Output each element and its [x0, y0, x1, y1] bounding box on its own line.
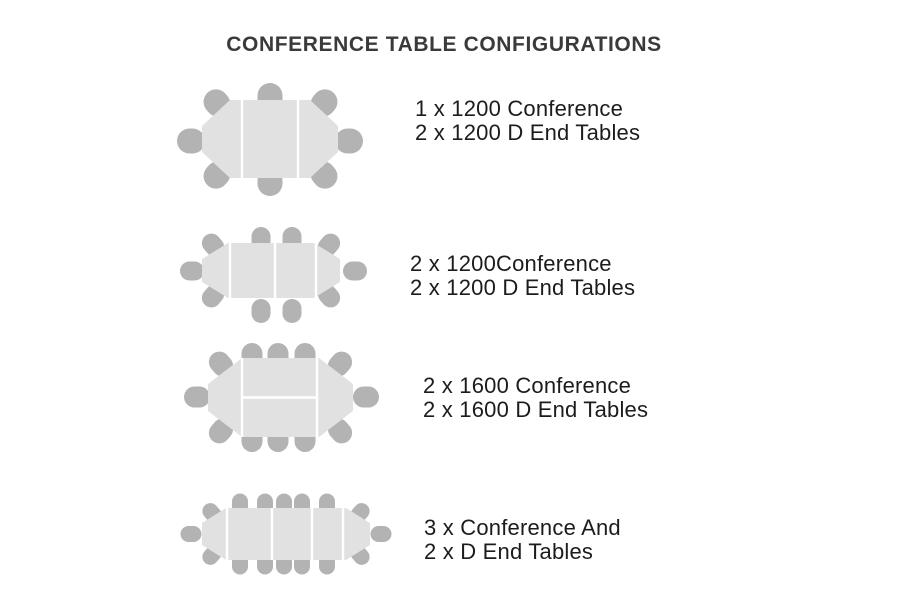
chair-icon [252, 299, 271, 323]
config-label-3 [423, 374, 648, 422]
table-diagram-2x1600-conference [175, 340, 390, 458]
chair-icon [181, 526, 202, 542]
config-label-4-line1: 3 x Conference And [424, 515, 621, 540]
chair-icon [353, 387, 379, 408]
chair-icon [335, 129, 363, 154]
config-label-4 [424, 516, 621, 564]
config-label-1-line1: 1 x 1200 Conference [415, 96, 624, 121]
table-diagram-3x-conference [175, 490, 400, 590]
chair-icon [184, 387, 210, 408]
config-label-2-line1: 2 x 1200Conference [410, 251, 612, 276]
chair-icon [283, 299, 302, 323]
chair-icon [371, 526, 392, 542]
table-top [202, 100, 338, 178]
table-top [202, 243, 340, 298]
config-label-3-line1: 2 x 1600 Conference [423, 373, 632, 398]
config-label-1 [415, 97, 640, 145]
table-diagram-1x1200-conference [175, 80, 375, 200]
table-diagram-2x1200-conference [175, 225, 375, 330]
page-title: CONFERENCE TABLE CONFIGURATIONS [226, 33, 662, 56]
chair-icon [343, 262, 367, 281]
config-label-2-line2: 2 x 1200 D End Tables [410, 275, 636, 300]
config-label-4-line2: 2 x D End Tables [424, 539, 594, 564]
config-label-1-line2: 2 x 1200 D End Tables [415, 120, 641, 145]
chair-icon [177, 129, 205, 154]
chair-icon [180, 262, 204, 281]
config-label-3-line2: 2 x 1600 D End Tables [423, 397, 649, 422]
config-label-2 [410, 252, 635, 300]
